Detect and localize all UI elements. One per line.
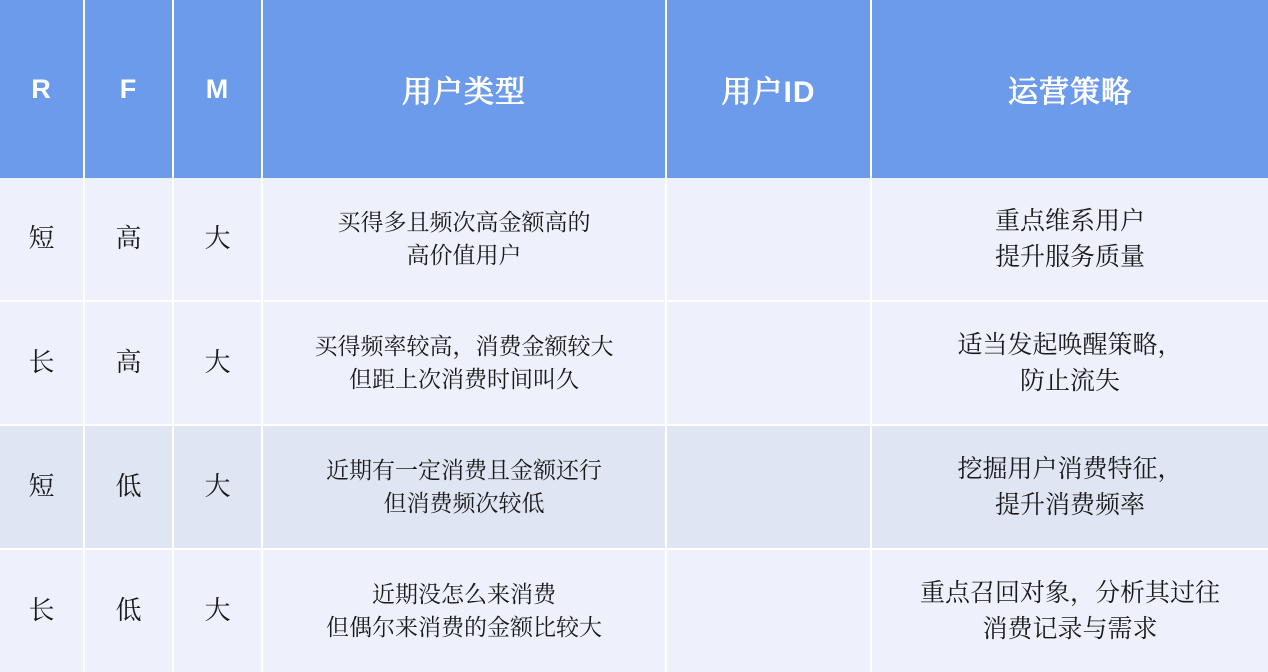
- cell-user-type: [262, 425, 666, 549]
- table-row: [0, 425, 1268, 549]
- table-row: [0, 178, 1268, 301]
- cell-monetary: 大: [173, 549, 262, 672]
- cell-frequency: 低: [84, 549, 173, 672]
- cell-user-type-line1: 买得频率较高，消费金额较大: [314, 332, 614, 359]
- table-header-row: [0, 0, 1268, 178]
- cell-user-type-line1: 买得多且频次高金额高的: [337, 208, 591, 235]
- column-header-user-id: 用户ID: [666, 0, 871, 178]
- cell-strategy-line2: 提升消费频率: [994, 491, 1145, 519]
- cell-monetary: 大: [173, 301, 262, 425]
- cell-user-type-line2: 但偶尔来消费的金额比较大: [326, 614, 602, 640]
- cell-user-id: [666, 425, 871, 549]
- column-header-m: M: [173, 0, 262, 178]
- cell-user-id: [666, 301, 871, 425]
- cell-strategy-line2: 消费记录与需求: [982, 615, 1158, 643]
- table-row: [0, 549, 1268, 672]
- table-header: [0, 0, 1268, 178]
- cell-strategy-line1: 挖掘用户消费特征，: [957, 454, 1183, 483]
- cell-user-type-line2: 但距上次消费时间叫久: [349, 366, 579, 392]
- cell-user-type: [262, 178, 666, 301]
- column-header-user-type: 用户类型: [262, 0, 666, 178]
- cell-recency: 短: [0, 425, 84, 549]
- cell-user-id: [666, 549, 871, 672]
- cell-user-type-line1: 近期没怎么来消费: [372, 580, 556, 607]
- column-header-r: R: [0, 0, 84, 178]
- cell-monetary: 大: [173, 425, 262, 549]
- cell-recency: 长: [0, 301, 84, 425]
- cell-strategy: [871, 425, 1268, 549]
- cell-recency: 长: [0, 549, 84, 672]
- column-header-strategy: 运营策略: [871, 0, 1268, 178]
- cell-strategy-line1: 重点维系用户: [994, 206, 1145, 235]
- cell-user-type-line2: 高价值用户: [406, 242, 522, 268]
- cell-user-id: [666, 178, 871, 301]
- cell-strategy-line2: 提升服务质量: [994, 243, 1145, 271]
- cell-user-type-line2: 但消费频次较低: [383, 490, 545, 516]
- cell-frequency: 低: [84, 425, 173, 549]
- cell-frequency: 高: [84, 301, 173, 425]
- cell-strategy: [871, 178, 1268, 301]
- cell-strategy: [871, 301, 1268, 425]
- cell-user-type-line1: 近期有一定消费且金额还行: [326, 456, 602, 483]
- cell-user-type: [262, 301, 666, 425]
- table-body: [0, 178, 1268, 672]
- table-row: [0, 301, 1268, 425]
- cell-strategy-line1: 重点召回对象，分析其过往: [919, 578, 1220, 607]
- cell-strategy-line1: 适当发起唤醒策略，: [957, 330, 1183, 359]
- cell-strategy: [871, 549, 1268, 672]
- cell-frequency: 高: [84, 178, 173, 301]
- column-header-f: F: [84, 0, 173, 178]
- cell-user-type: [262, 549, 666, 672]
- cell-monetary: 大: [173, 178, 262, 301]
- cell-strategy-line2: 防止流失: [1019, 367, 1120, 395]
- cell-recency: 短: [0, 178, 84, 301]
